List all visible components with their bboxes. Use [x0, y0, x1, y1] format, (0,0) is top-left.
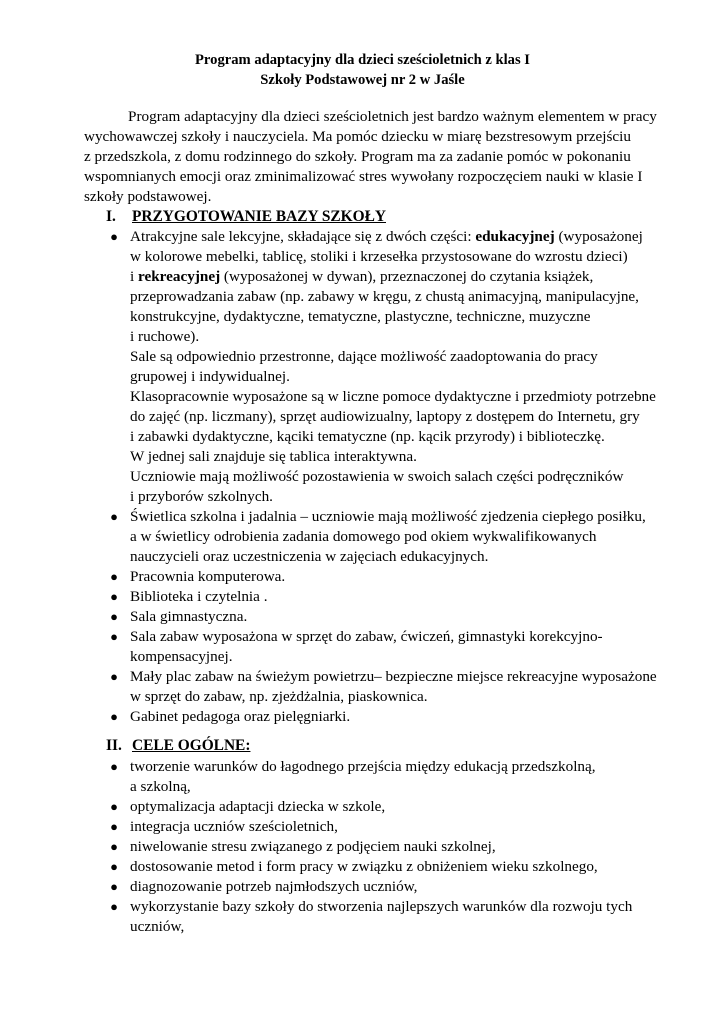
bullet-icon: ● — [110, 669, 118, 684]
list-item — [106, 627, 666, 667]
bullet-icon: ● — [110, 609, 118, 624]
intro-line: szkoły podstawowej. — [84, 188, 212, 205]
list-item-line: Świetlica szkolna i jadalnia – uczniowie mają możliwość zjedzenia ciepłego posiłku, — [130, 508, 646, 525]
section-number: II. — [106, 737, 122, 754]
intro-line: wychowawczej szkoły i nauczyciela. Ma pomóc dziecku w miarę bezstresowym przejściu — [84, 128, 631, 145]
list-item-line: konstrukcyjne, dydaktyczne, tematyczne, plastyczne, techniczne, muzyczne — [130, 308, 591, 325]
list-item-line: uczniów, — [130, 918, 185, 935]
list-item-line: Biblioteka i czytelnia . — [130, 588, 268, 605]
list-item-line: wykorzystanie bazy szkoły do stworzenia najlepszych warunków dla rozwoju tych — [130, 898, 633, 915]
list-item-line: w sprzęt do zabaw, np. zjeżdżalnia, piaskownica. — [130, 688, 428, 705]
list-item-line: niwelowanie stresu związanego z podjęciem nauki szkolnej, — [130, 838, 496, 855]
list-item-line: Sala gimnastyczna. — [130, 608, 248, 625]
list-item-line: tworzenie warunków do łagodnego przejścia między edukacją przedszkolną, — [130, 758, 596, 775]
text-run: i — [130, 268, 139, 285]
list-item — [106, 837, 666, 857]
list-item-line: i zabawki dydaktyczne, kąciki tematyczne (np. kącik przyrody) i biblioteczkę. — [130, 428, 605, 445]
bullet-icon: ● — [110, 759, 118, 774]
list-item-line — [130, 227, 666, 247]
bullet-icon: ● — [110, 589, 118, 604]
list-item — [106, 667, 666, 707]
list-item — [106, 797, 666, 817]
section-title: CELE OGÓLNE: — [132, 737, 251, 754]
section-heading-2 — [106, 736, 250, 756]
list-item-line: W jednej sali znajduje się tablica interaktywna. — [130, 448, 417, 465]
list-item — [106, 607, 666, 627]
bullet-icon: ● — [110, 859, 118, 874]
bullet-icon: ● — [110, 509, 118, 524]
list-item-line: kompensacyjnej. — [130, 648, 233, 665]
list-item — [106, 507, 666, 567]
bullet-icon: ● — [110, 629, 118, 644]
list-item-line — [130, 267, 666, 287]
text-run: (wyposażonej w dywan), przeznaczonej do czytania książek, — [220, 268, 594, 285]
list-item-line: Sala zabaw wyposażona w sprzęt do zabaw, ćwiczeń, gimnastyki korekcyjno- — [130, 628, 603, 645]
bullet-icon: ● — [110, 879, 118, 894]
list-item-line: Uczniowie mają możliwość pozostawienia w swoich salach części podręczników — [130, 468, 624, 485]
bold-term: rekreacyjnej — [138, 268, 221, 285]
list-item-line: w kolorowe mebelki, tablicę, stoliki i krzesełka przystosowane do wzrostu dzieci) — [130, 248, 628, 265]
list-item-line: a w świetlicy odrobienia zadania domowego pod okiem wykwalifikowanych — [130, 528, 597, 545]
text-run: (wyposażonej — [554, 228, 643, 245]
text-run: Atrakcyjne sale lekcyjne, składające się z dwóch części: — [130, 228, 476, 245]
list-item — [106, 817, 666, 837]
general-goals-list — [106, 757, 666, 937]
list-item-line: optymalizacja adaptacji dziecka w szkole, — [130, 798, 386, 815]
list-item-line: Sale są odpowiednio przestronne, dające możliwość zaadoptowania do pracy — [130, 348, 598, 365]
bullet-icon: ● — [110, 839, 118, 854]
list-item — [106, 587, 666, 607]
list-item-line: Mały plac zabaw na świeżym powietrzu– bezpieczne miejsce rekreacyjne wyposażone — [130, 668, 657, 685]
list-item-line: i ruchowe). — [130, 328, 200, 345]
intro-line: z przedszkola, z domu rodzinnego do szkoły. Program ma za zadanie pomóc w pokonaniu — [84, 148, 631, 165]
document-title — [0, 50, 725, 90]
bullet-icon: ● — [110, 709, 118, 724]
list-item — [106, 757, 666, 797]
list-item-line: Pracownia komputerowa. — [130, 568, 286, 585]
list-item-line: dostosowanie metod i form pracy w związku z obniżeniem wieku szkolnego, — [130, 858, 598, 875]
list-item — [106, 707, 666, 727]
list-item — [106, 877, 666, 897]
list-item — [106, 897, 666, 937]
list-item — [106, 857, 666, 877]
section-heading-1 — [106, 207, 386, 227]
list-item-line: integracja uczniów sześcioletnich, — [130, 818, 338, 835]
list-item-line: i przyborów szkolnych. — [130, 488, 273, 505]
bold-term: edukacyjnej — [475, 228, 555, 245]
list-item-line: Gabinet pedagoga oraz pielęgniarki. — [130, 708, 351, 725]
list-item-line: a szkolną, — [130, 778, 191, 795]
list-item-line: Klasopracownie wyposażone są w liczne pomoce dydaktyczne i przedmioty potrzebne — [130, 388, 656, 405]
title-line-1: Program adaptacyjny dla dzieci sześcioletnich z klas I — [195, 52, 530, 68]
intro-line: Program adaptacyjny dla dzieci sześcioletnich jest bardzo ważnym elementem w pracy — [128, 108, 657, 125]
list-item-line: przeprowadzania zabaw (np. zabawy w kręgu, z chustą animacyjną, manipulacyjne, — [130, 288, 639, 305]
list-item-line: nauczycieli oraz uczestniczenia w zajęciach edukacyjnych. — [130, 548, 489, 565]
bullet-icon: ● — [110, 799, 118, 814]
section-title: PRZYGOTOWANIE BAZY SZKOŁY — [132, 208, 386, 225]
section-number: I. — [106, 208, 116, 225]
list-item-line: do zajęć (np. liczmany), sprzęt audiowizualny, laptopy z dostępem do Internetu, gry — [130, 408, 640, 425]
bullet-icon: ● — [110, 819, 118, 834]
intro-paragraph — [84, 107, 657, 207]
school-facilities-list — [106, 227, 666, 727]
bullet-icon: ● — [110, 569, 118, 584]
intro-line: wspomnianych emocji oraz zminimalizować stres wywołany rozpoczęciem nauki w klasie I — [84, 168, 643, 185]
title-line-2: Szkoły Podstawowej nr 2 w Jaśle — [260, 72, 465, 88]
bullet-icon: ● — [110, 229, 118, 244]
list-item-line: grupowej i indywidualnej. — [130, 368, 290, 385]
bullet-icon: ● — [110, 899, 118, 914]
list-item — [106, 567, 666, 587]
list-item — [106, 227, 666, 507]
list-item-line: diagnozowanie potrzeb najmłodszych uczniów, — [130, 878, 418, 895]
